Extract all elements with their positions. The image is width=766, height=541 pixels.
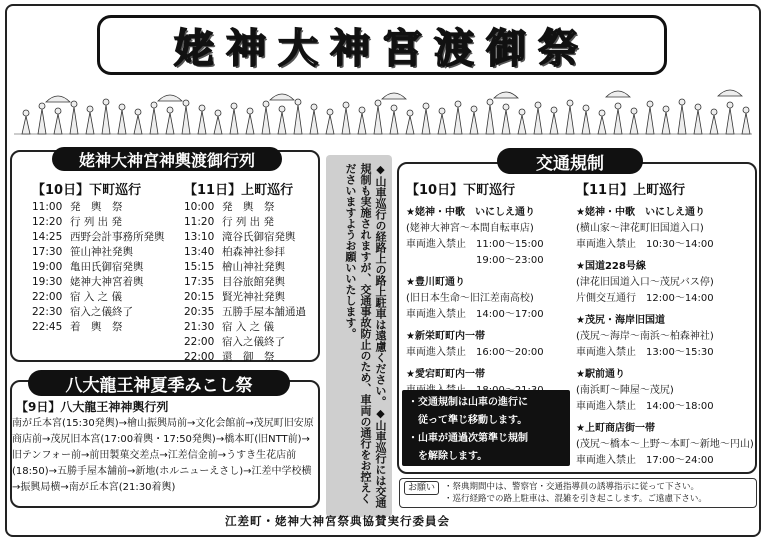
traffic-block bbox=[576, 259, 754, 307]
figure-head bbox=[23, 110, 29, 116]
figure-head bbox=[119, 104, 125, 110]
restriction-line: 車両進入禁止 13:00〜15:30 bbox=[576, 347, 714, 358]
traffic-day10 bbox=[406, 183, 576, 405]
figure-head bbox=[263, 101, 269, 107]
figure-head bbox=[679, 99, 685, 105]
figure-body bbox=[246, 114, 254, 134]
figure-body bbox=[502, 110, 510, 134]
figure-body bbox=[294, 105, 302, 134]
figure-head bbox=[391, 105, 397, 111]
figure-body bbox=[550, 113, 558, 134]
road-section: (茂尻〜海岸〜南浜〜柏森神社) bbox=[576, 331, 714, 342]
traffic-block bbox=[406, 275, 576, 323]
figure-head bbox=[231, 103, 237, 109]
figure-body bbox=[134, 115, 142, 134]
figure-body bbox=[438, 114, 446, 134]
schedule-row bbox=[32, 305, 172, 320]
restriction-line: 車両進入禁止 11:00〜15:00 bbox=[406, 239, 544, 250]
figure-head bbox=[375, 100, 381, 106]
schedule-event: 発 輿 祭 bbox=[222, 201, 275, 213]
figure-head bbox=[151, 102, 157, 108]
schedule-time: 10:00 bbox=[184, 201, 215, 213]
note-line: ・交通規制は山車の進行に bbox=[408, 397, 528, 408]
figure-body bbox=[22, 116, 30, 134]
figure-body bbox=[454, 107, 462, 134]
figure-body bbox=[118, 110, 126, 134]
schedule-time: 17:30 bbox=[32, 246, 63, 258]
schedule-event: 西野会計事務所発輿 bbox=[70, 231, 165, 243]
figure-body bbox=[390, 111, 398, 134]
figure-head bbox=[311, 104, 317, 110]
note-line: 従って準じ移動します。 bbox=[408, 415, 528, 426]
figure-head bbox=[279, 106, 285, 112]
figure-head bbox=[599, 110, 605, 116]
schedule-row bbox=[184, 290, 314, 305]
figure-body bbox=[278, 112, 286, 134]
day9-heading: 【9日】八大龍王神神輿行列 bbox=[16, 400, 169, 414]
road-section: (茂尻〜橋本〜上野〜本町〜新地〜円山) bbox=[576, 439, 754, 450]
figure-head bbox=[567, 100, 573, 106]
schedule-time: 22:00 bbox=[184, 351, 215, 363]
schedule-row bbox=[184, 200, 314, 215]
figure-body bbox=[630, 114, 638, 134]
schedule-title: 姥神大神宮神輿渡御行列 bbox=[52, 147, 282, 171]
figure-body bbox=[54, 114, 62, 134]
schedule-row bbox=[32, 245, 172, 260]
figure-body bbox=[38, 109, 46, 134]
figure-body bbox=[470, 112, 478, 134]
figure-head bbox=[503, 104, 509, 110]
figure-body bbox=[726, 108, 734, 134]
figure-body bbox=[342, 108, 350, 134]
road-section: (旧日本生命〜旧江差南高校) bbox=[406, 293, 534, 304]
figure-head bbox=[711, 109, 717, 115]
traffic-note bbox=[402, 390, 570, 466]
schedule-row bbox=[184, 275, 314, 290]
schedule-event: 行 列 出 発 bbox=[222, 216, 275, 228]
restriction-line: 車両進入禁止 16:00〜20:00 bbox=[406, 347, 544, 358]
schedule-row bbox=[184, 260, 314, 275]
figure-head bbox=[663, 106, 669, 112]
traffic-day-heading: 【11日】上町巡行 bbox=[576, 183, 686, 198]
umbrella bbox=[158, 95, 182, 101]
figure-body bbox=[486, 105, 494, 134]
schedule-event: 還 御 祭 bbox=[222, 351, 275, 363]
schedule-row bbox=[184, 305, 314, 320]
figure-body bbox=[358, 113, 366, 134]
request-line: ・祭典期間中は、警察官・交通指導員の誘導指示に従って下さい。 bbox=[444, 482, 700, 492]
figure-body bbox=[614, 109, 622, 134]
parking-notice: ◆山車巡行の経路上の路上駐車は遠慮ください。◆山車巡行には交通規制も実施されますが、交通事故防止のため、車両の通行をお控えくださいますようお願いいたします。 bbox=[326, 155, 392, 517]
schedule-time: 13:40 bbox=[184, 246, 215, 258]
schedule-row bbox=[32, 230, 172, 245]
schedule-row bbox=[184, 215, 314, 230]
figure-body bbox=[694, 110, 702, 134]
figure-body bbox=[214, 116, 222, 134]
road-name: ★上町商店街一帯 bbox=[576, 423, 655, 434]
umbrella bbox=[606, 91, 630, 97]
figure-head bbox=[487, 99, 493, 105]
restriction-line: 片側交互通行 12:00〜14:00 bbox=[576, 293, 714, 304]
figure-body bbox=[86, 112, 94, 134]
schedule-event: 宿入之儀終了 bbox=[222, 336, 285, 348]
restriction-line: 19:00〜23:00 bbox=[406, 255, 544, 266]
figure-head bbox=[407, 110, 413, 116]
schedule-event: 姥神大神宮着輿 bbox=[70, 276, 144, 288]
traffic-block bbox=[406, 329, 576, 361]
traffic-day-heading: 【10日】下町巡行 bbox=[406, 183, 516, 198]
figure-body bbox=[534, 108, 542, 134]
traffic-block bbox=[576, 421, 754, 469]
schedule-event: 宿 入 之 儀 bbox=[70, 291, 123, 303]
schedule-event: 柏森神社参拝 bbox=[222, 246, 285, 258]
figure-body bbox=[182, 106, 190, 134]
figure-head bbox=[423, 103, 429, 109]
schedule-event: 笹山神社発輿 bbox=[70, 246, 133, 258]
schedule-event: 発 輿 祭 bbox=[70, 201, 123, 213]
schedule-time: 22:45 bbox=[32, 321, 63, 333]
figure-body bbox=[166, 113, 174, 134]
schedule-row bbox=[32, 215, 172, 230]
schedule-row bbox=[32, 200, 172, 215]
traffic-day11 bbox=[576, 183, 754, 475]
day11-heading: 【11日】上町巡行 bbox=[184, 183, 294, 198]
figure-head bbox=[71, 101, 77, 107]
figure-body bbox=[662, 112, 670, 134]
figure-head bbox=[535, 102, 541, 108]
schedule-event: 亀田氏御宿発輿 bbox=[70, 261, 144, 273]
figure-body bbox=[230, 109, 238, 134]
schedule-row bbox=[32, 275, 172, 290]
road-name: ★姥神・中歌 いにしえ通り bbox=[406, 207, 535, 218]
figure-body bbox=[422, 109, 430, 134]
traffic-block bbox=[576, 313, 754, 361]
figure-head bbox=[39, 103, 45, 109]
traffic-title: 交通規制 bbox=[497, 148, 643, 174]
figure-head bbox=[343, 102, 349, 108]
figure-head bbox=[551, 107, 557, 113]
schedule-row bbox=[32, 320, 172, 335]
schedule-time: 15:15 bbox=[184, 261, 215, 273]
schedule-time: 11:20 bbox=[184, 216, 215, 228]
restriction-line: 車両進入禁止 14:00〜18:00 bbox=[576, 401, 714, 412]
road-name: ★姥神・中歌 いにしえ通り bbox=[576, 207, 705, 218]
day10-heading: 【10日】下町巡行 bbox=[32, 183, 142, 198]
day10-schedule bbox=[32, 200, 172, 335]
restriction-line: 車両進入禁止 14:00〜17:00 bbox=[406, 309, 544, 320]
figure-head bbox=[199, 105, 205, 111]
traffic-block bbox=[576, 367, 754, 415]
day11-schedule bbox=[184, 200, 314, 365]
figure-head bbox=[55, 108, 61, 114]
schedule-event: 五勝手屋本舗通過 bbox=[222, 306, 306, 318]
restriction-line: 車両進入禁止 17:00〜24:00 bbox=[576, 455, 714, 466]
figure-body bbox=[742, 113, 750, 134]
schedule-row bbox=[184, 230, 314, 245]
schedule-time: 21:30 bbox=[184, 321, 215, 333]
road-section: (横山家〜津花町旧国道入口) bbox=[576, 223, 704, 234]
schedule-time: 20:35 bbox=[184, 306, 215, 318]
road-name: ★愛宕町町内一帯 bbox=[406, 369, 485, 380]
note-line: を解除します。 bbox=[408, 451, 488, 462]
figure-head bbox=[359, 107, 365, 113]
title-banner bbox=[97, 15, 667, 75]
figure-head bbox=[247, 108, 253, 114]
road-name: ★豊川町通り bbox=[406, 277, 465, 288]
organizer: 江差町・姥神大神宮祭典協賛実行委員会 bbox=[225, 514, 450, 528]
schedule-event: 宿 入 之 儀 bbox=[222, 321, 275, 333]
schedule-time: 12:20 bbox=[32, 216, 63, 228]
schedule-event: 檜山神社発輿 bbox=[222, 261, 285, 273]
road-section: (南浜町〜陣屋〜茂尻) bbox=[576, 385, 674, 396]
schedule-time: 14:25 bbox=[32, 231, 63, 243]
figure-body bbox=[374, 106, 382, 134]
road-section: (津花旧国道入口〜茂尻バス停) bbox=[576, 277, 714, 288]
figure-head bbox=[743, 107, 749, 113]
figure-head bbox=[519, 109, 525, 115]
figure-head bbox=[471, 106, 477, 112]
schedule-row bbox=[184, 335, 314, 350]
figure-head bbox=[695, 104, 701, 110]
road-name: ★駅前通り bbox=[576, 369, 625, 380]
figure-body bbox=[70, 107, 78, 134]
figure-body bbox=[566, 106, 574, 134]
schedule-time: 19:30 bbox=[32, 276, 63, 288]
figure-head bbox=[455, 101, 461, 107]
dragon-route: 南が丘本宮(15:30発輿)→檜山振興局前→文化会館前→茂尻町旧安原商店前→茂尻旧本宮(17:00着輿・17:50発輿)→橋本町(旧NTT前)→旧テンフォー前→前田製菓交差点→江差信金前→うすき生花店前(18:50)→五勝手屋本舗前→新地(ホルニューえさし)→江差中学校横→振興局横→南が丘本宮(21:30着輿) bbox=[12, 418, 314, 493]
figure-body bbox=[518, 115, 526, 134]
figure-head bbox=[583, 105, 589, 111]
schedule-time: 22:00 bbox=[184, 336, 215, 348]
schedule-row bbox=[32, 260, 172, 275]
figure-head bbox=[167, 107, 173, 113]
schedule-event: 宿入之儀終了 bbox=[70, 306, 133, 318]
figure-head bbox=[183, 100, 189, 106]
figure-body bbox=[198, 111, 206, 134]
figure-head bbox=[631, 108, 637, 114]
figure-head bbox=[295, 99, 301, 105]
figure-head bbox=[727, 102, 733, 108]
traffic-block bbox=[406, 205, 576, 269]
figure-head bbox=[215, 110, 221, 116]
figure-body bbox=[582, 111, 590, 134]
schedule-time: 17:35 bbox=[184, 276, 215, 288]
figure-head bbox=[87, 106, 93, 112]
schedule-time: 13:10 bbox=[184, 231, 215, 243]
dragon-title: 八大龍王神夏季みこし祭 bbox=[28, 370, 290, 396]
schedule-event: 着 輿 祭 bbox=[70, 321, 123, 333]
schedule-time: 22:00 bbox=[32, 291, 63, 303]
umbrella bbox=[718, 90, 742, 96]
schedule-row bbox=[184, 320, 314, 335]
schedule-event: 行 列 出 発 bbox=[70, 216, 123, 228]
schedule-event: 滝谷氏御宿発輿 bbox=[222, 231, 296, 243]
schedule-row bbox=[32, 290, 172, 305]
figure-head bbox=[103, 99, 109, 105]
figure-body bbox=[310, 110, 318, 134]
schedule-time: 22:30 bbox=[32, 306, 63, 318]
umbrella bbox=[270, 94, 294, 100]
traffic-block bbox=[576, 205, 754, 253]
road-name: ★茂尻・海岸旧国道 bbox=[576, 315, 665, 326]
figure-body bbox=[406, 116, 414, 134]
umbrella bbox=[382, 93, 406, 99]
road-name: ★国道228号線 bbox=[576, 261, 646, 272]
page-title: 姥神大神宮渡御祭 bbox=[174, 24, 590, 72]
schedule-time: 19:00 bbox=[32, 261, 63, 273]
figure-head bbox=[647, 101, 653, 107]
umbrella bbox=[494, 92, 518, 98]
schedule-row bbox=[184, 245, 314, 260]
figure-body bbox=[326, 115, 334, 134]
figure-body bbox=[710, 115, 718, 134]
note-line: ・山車が通過次第準じ規制 bbox=[408, 433, 528, 444]
schedule-event: 目谷旅館発輿 bbox=[222, 276, 285, 288]
figure-head bbox=[135, 109, 141, 115]
figure-head bbox=[439, 108, 445, 114]
schedule-time: 20:15 bbox=[184, 291, 215, 303]
road-section: (姥神大神宮〜本間自転車店) bbox=[406, 223, 534, 234]
figure-body bbox=[262, 107, 270, 134]
umbrella bbox=[46, 96, 70, 102]
schedule-time: 11:00 bbox=[32, 201, 63, 213]
figure-head bbox=[615, 103, 621, 109]
figure-body bbox=[598, 116, 606, 134]
restriction-line: 車両進入禁止 10:30〜14:00 bbox=[576, 239, 714, 250]
figure-body bbox=[150, 108, 158, 134]
figure-body bbox=[102, 105, 110, 134]
figure-head bbox=[327, 109, 333, 115]
request-box bbox=[399, 478, 757, 508]
request-line: ・巡行経路での路上駐車は、混雑を引き起こします。ご遠慮下さい。 bbox=[444, 494, 707, 504]
schedule-event: 賢光神社発輿 bbox=[222, 291, 285, 303]
request-label: お願い bbox=[404, 481, 439, 495]
road-name: ★新栄町町内一帯 bbox=[406, 331, 485, 342]
figure-body bbox=[646, 107, 654, 134]
figure-body bbox=[678, 105, 686, 134]
schedule-row bbox=[184, 350, 314, 365]
procession-illustration bbox=[14, 74, 752, 144]
